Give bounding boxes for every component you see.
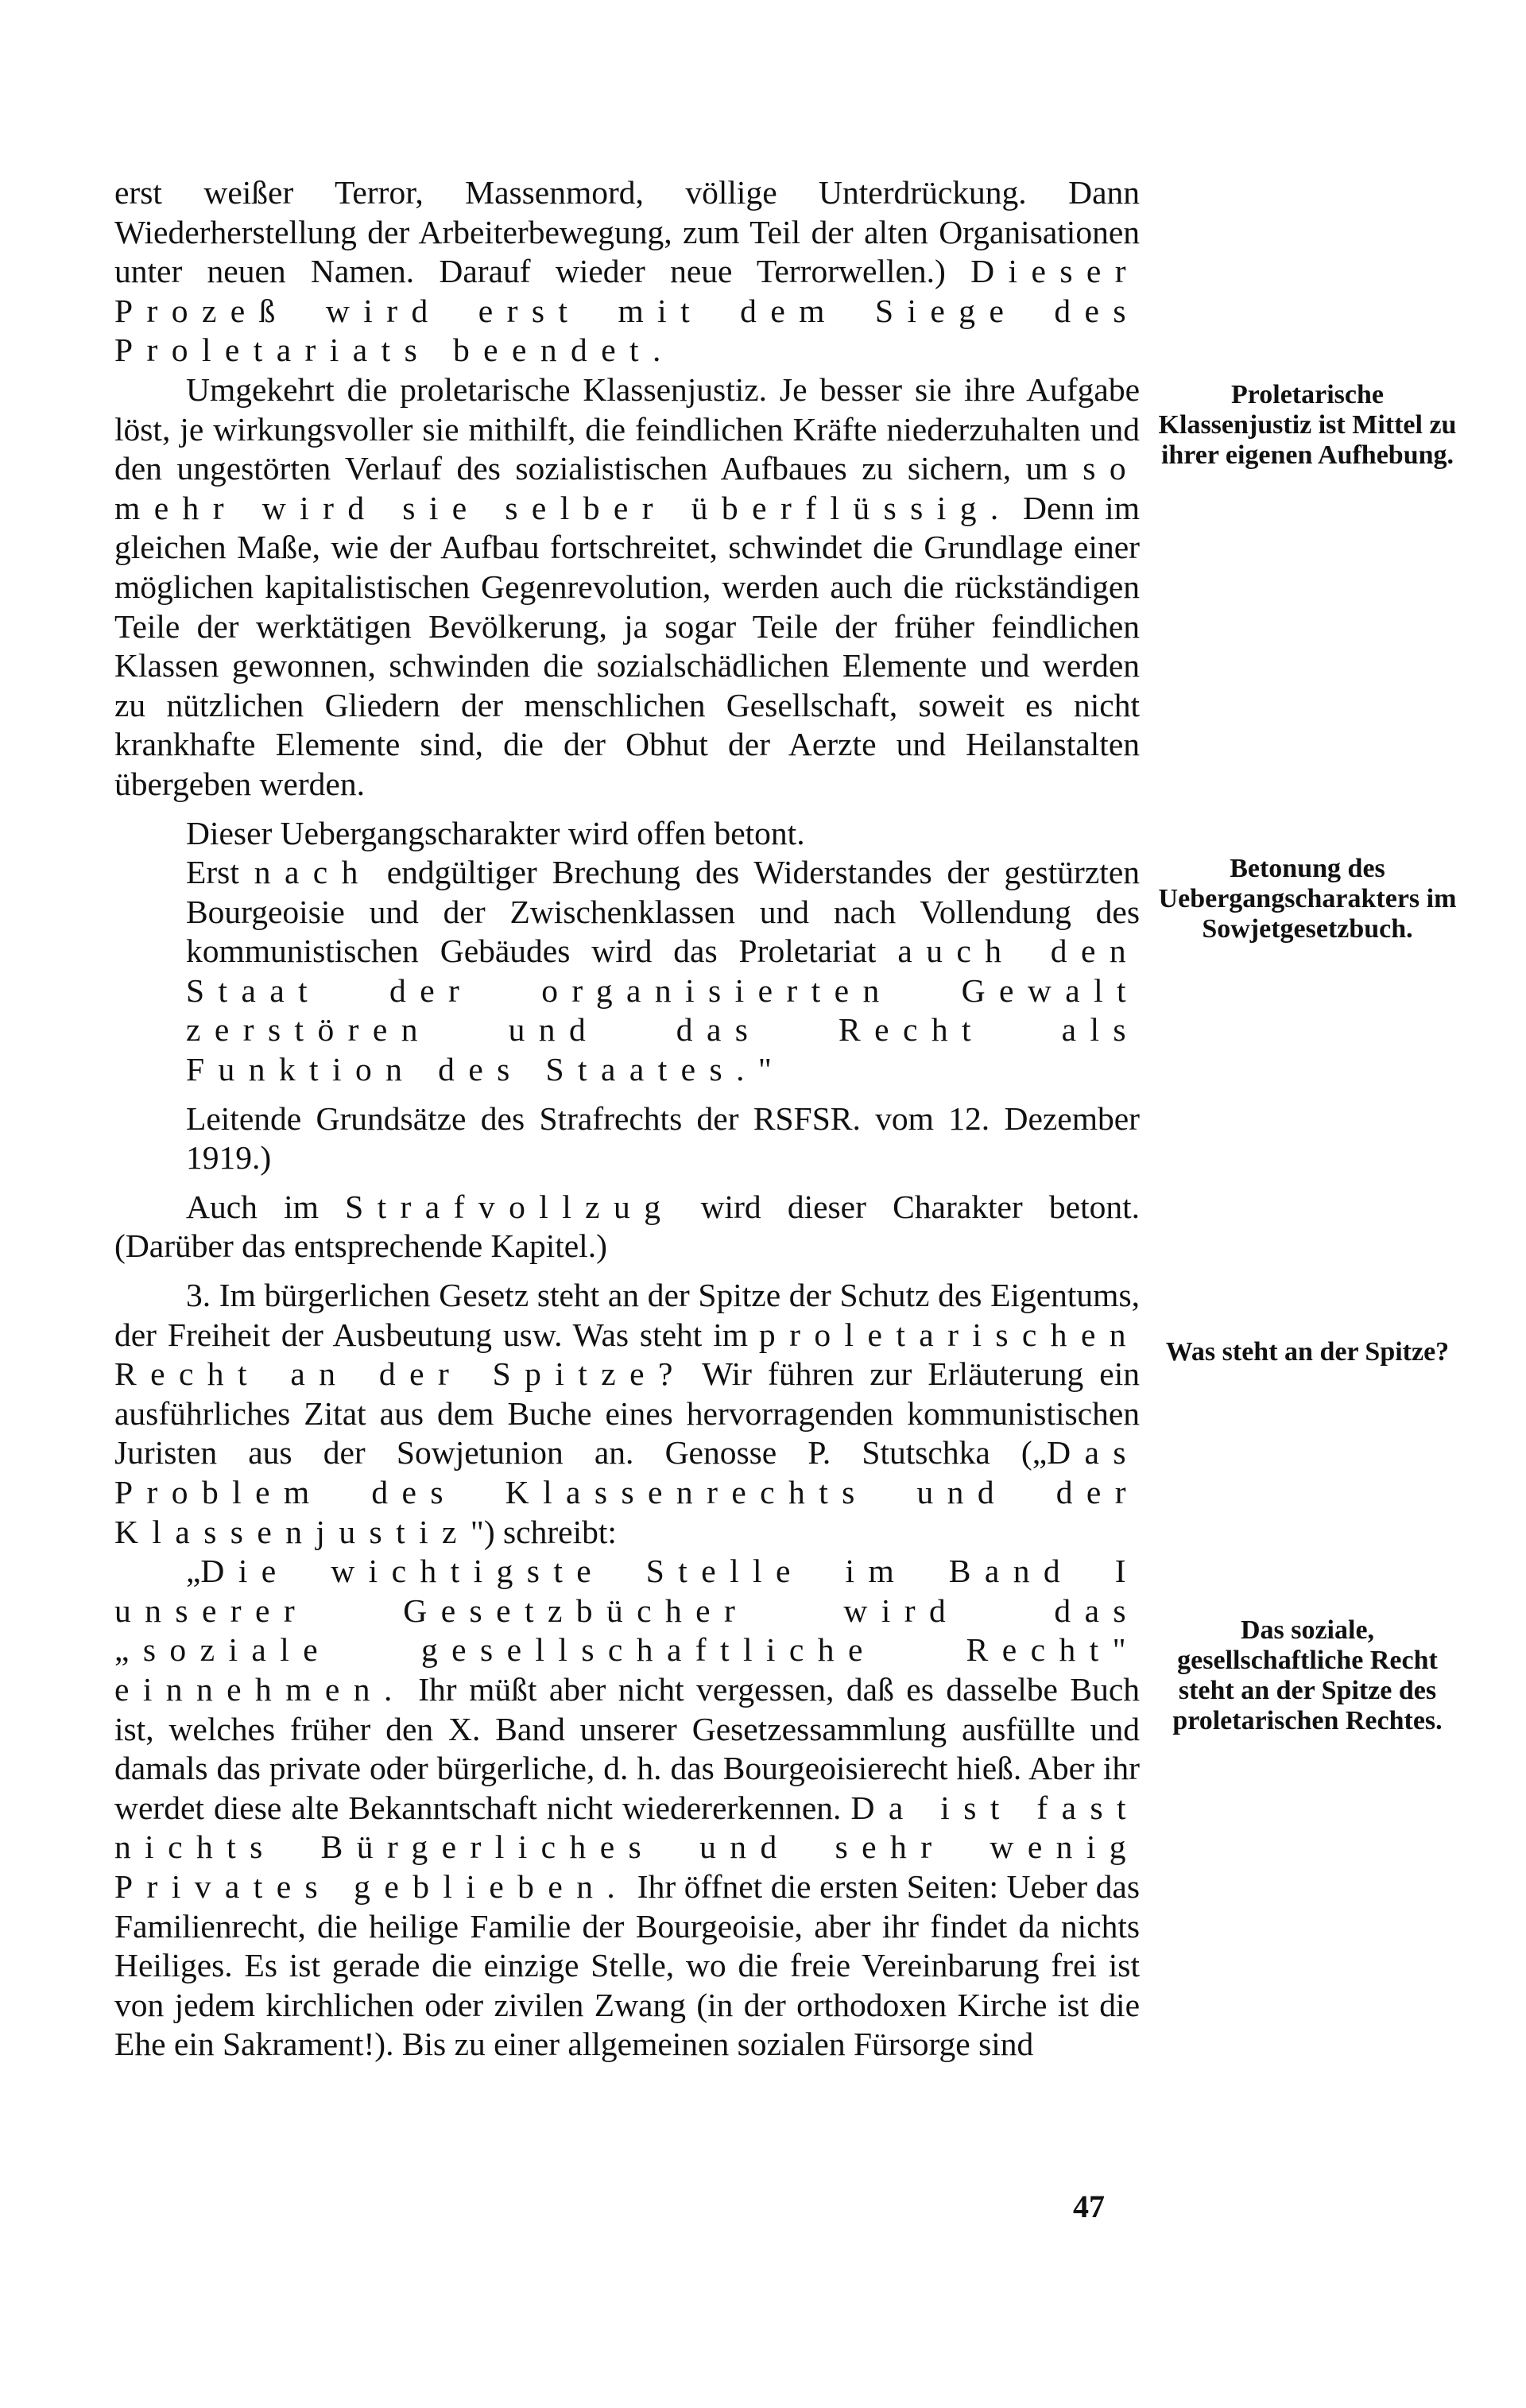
emphasized-text: Die wichtigste Stelle im Band I unserer Gesetzbücher wird das „soziale gesellschaftliche Recht" einnehmen.: [114, 1553, 1140, 1708]
text-run: „: [186, 1553, 201, 1590]
text-run: Ihr müßt aber nicht vergessen, daß es dasselbe Buch ist, welches früher den X. Band unserer Gesetzessammlung ausfüllte und damals das private oder bürgerliche, d. h. das Bourgeoisierecht hieß. Aber ihr werdet diese alte Bekanntschaft nicht wiedererkennen.: [114, 1670, 1140, 1826]
margin-note-proletarian-justice: Proletarische Klassenjustiz ist Mittel zu ihrer eigenen Aufhebung.: [1158, 380, 1457, 470]
paragraph-p1: [114, 173, 1140, 370]
emphasized-text: Strafvollzug: [345, 1188, 675, 1225]
paragraph-p2: [114, 370, 1140, 805]
margin-note-social-law: Das soziale, gesellschaftliche Recht steht an der Spitze des proletarischen Rechtes.: [1172, 1615, 1443, 1735]
text-run: Leitende Grundsätze des Strafrechts der RSFSR. vom 12. Dezember 1919.): [186, 1099, 1140, 1177]
emphasized-text: auch den Staat der organisierten Gewalt zerstören und das Recht als Funktion des Staates.: [186, 933, 1140, 1088]
text-run: endgültiger Brechung des Widerstandes der gestürzten Bourgeoisie und der Zwischenklassen und nach Vollendung des kommunistischen Gebäudes wird das Proletariat: [186, 854, 1140, 970]
text-run: Erst: [186, 854, 254, 891]
text-run: 3. Im bürgerlichen Gesetz steht an der Spitze der Schutz des Eigentums, der Freiheit der Ausbeutung usw. Was steht im: [114, 1277, 1140, 1353]
page-number: 47: [1073, 2189, 1105, 2224]
emphasized-text: Dieser Prozeß wird erst mit dem Siege des Proletariats beendet.: [114, 253, 1140, 369]
emphasized-text: so mehr wird sie selber überflüssig.: [114, 450, 1140, 526]
paragraph-p5: [114, 1099, 1140, 1178]
emphasized-text: Da ist fast nichts Bürgerliches und sehr wenig Privates geblieben.: [114, 1789, 1140, 1905]
emphasized-text: nach: [254, 854, 372, 891]
main-text-column: [114, 173, 1140, 2065]
paragraph-p8: [114, 1552, 1140, 2065]
paragraph-p6: [114, 1188, 1140, 1266]
text-run: Umgekehrt die proletarische Klassenjustiz. Je besser sie ihre Aufgabe löst, je wirkungsvoller sie mithilft, die feindlichen Kräfte niederzuhalten und den ungestörten Verlauf des sozialistischen Aufbaues zu sichern, um: [114, 370, 1140, 487]
text-run: erst weißer Terror, Massenmord, völlige Unterdrückung. Dann Wiederherstellung der Arbeiterbewegung, zum Teil der alten Organisationen unter neuen Namen. Darauf wieder neue Terrorwellen.): [114, 174, 1140, 290]
emphasized-text: Das Problem des Klassenrechts und der Klassenjustiz: [114, 1434, 1140, 1550]
paragraph-p4: [114, 853, 1140, 1090]
text-run: wird dieser Charakter betont. (Darüber das entsprechende Kapitel.): [114, 1188, 1141, 1265]
margin-note-what-is-at-top: Was steht an der Spitze?: [1165, 1337, 1450, 1367]
margin-note-transition-character: Betonung des Uebergangscharakters im Sowjetgesetzbuch.: [1158, 854, 1457, 944]
text-run: Denn im gleichen Maße, wie der Aufbau fortschreitet, schwindet die Grundlage einer möglichen kapitalistischen Gegenrevolution, werden auch die rückständigen Teile der werktätigen Bevölkerung, ja sogar Teile der früher feindlichen Klassen gewonnen, schwinden die sozialschädlichen Elemente und werden zu nützlichen Gliedern der menschlichen Gesellschaft, soweit es nicht krankhafte Elemente sind, die der Obhut der Aerzte und Heilanstalten übergeben werden.: [114, 489, 1140, 802]
text-run: Wir führen zur Erläuterung ein ausführliches Zitat aus dem Buche eines hervorragenden kommunistischen Juristen aus der Sowjetunion an. Genosse P. Stutschka („: [114, 1355, 1140, 1472]
emphasized-text: proletarischen Recht an der Spitze?: [114, 1316, 1140, 1393]
paragraph-p7: [114, 1276, 1140, 1552]
text-run: Dieser Uebergangscharakter wird offen betont.: [186, 814, 805, 851]
text-run: ": [757, 1051, 772, 1088]
text-run: Ihr öffnet die ersten Seiten: Ueber das Familienrecht, die heilige Familie der Bourgeoisie, aber ihr findet da nichts Heiliges. Es ist gerade die einzige Stelle, wo die freie Vereinbarung frei ist von jedem kirchlichen oder zivilen Zwang (in der orthodoxen Kirche ist die Ehe ein Sakrament!). Bis zu einer allgemeinen sozialen Fürsorge sind: [114, 1867, 1140, 2063]
text-run: Auch im: [186, 1188, 346, 1225]
paragraph-p3: [114, 814, 1140, 854]
text-run: ") schreibt:: [470, 1513, 617, 1550]
